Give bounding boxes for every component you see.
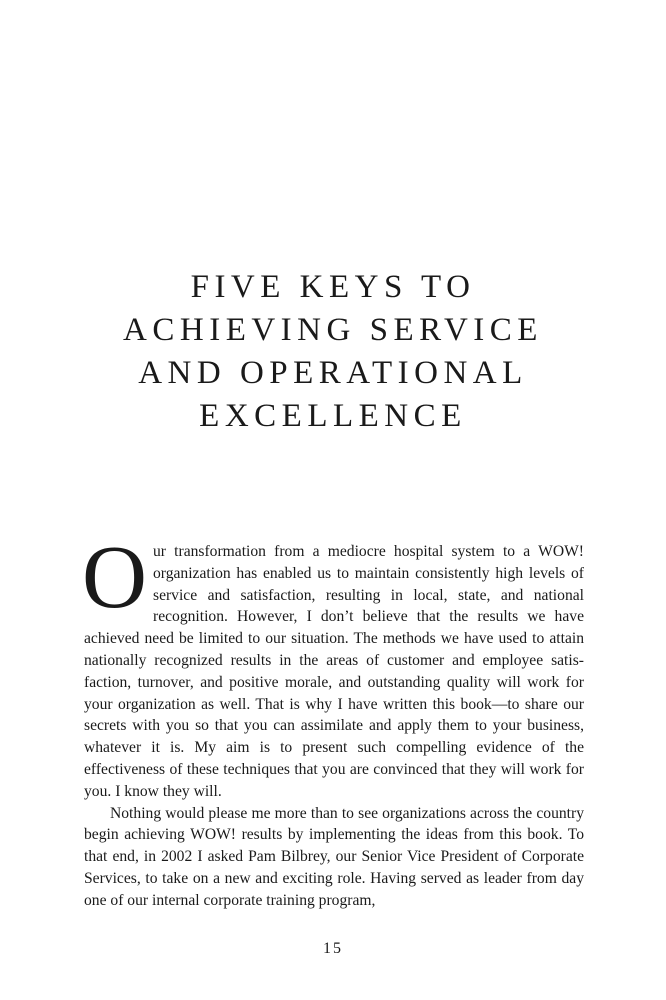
body-text	[82, 528, 584, 912]
chapter-title-line-3: AND OPERATIONAL	[138, 355, 528, 391]
paragraph-2: Nothing would please me more than to see organizations across the country begin achieving WOW! results by implementing the ideas from this book. To that end, in 2002 I asked Pam Bilbrey, our Senior Vice President of Corporate Services, to take on a new and exciting role. Having served as leader from day one of our internal corporate training program,	[84, 804, 584, 909]
chapter-title-line-1: FIVE KEYS TO	[190, 269, 476, 305]
paragraph-1-text: ur transformation from a mediocre hospital system to a WOW! organization has enabled us to maintain consistently high levels of service and satisfaction, resulting in local, state, and national recognition. However, I don’t believe that the results we have achieved need be limited to our situation. The methods we have used to attain nationally recognized results in the areas of customer and employee satisfaction, turnover, and positive morale, and outstanding quality will work for your organization as well. That is why I have written this book—to share our secrets with you so that you can assimilate and apply them to your business, whatever it is. My aim is to present such compelling evidence of the effectiveness of these techniques that you are convinced that they will work for you. I know they will.	[84, 543, 584, 800]
paragraph-1	[82, 528, 584, 803]
chapter-title	[0, 266, 666, 438]
chapter-title-line-2: ACHIEVING SERVICE	[123, 312, 543, 348]
page-number: 15	[323, 940, 343, 957]
chapter-title-line-4: EXCELLENCE	[199, 398, 467, 434]
drop-cap: O	[82, 528, 147, 627]
